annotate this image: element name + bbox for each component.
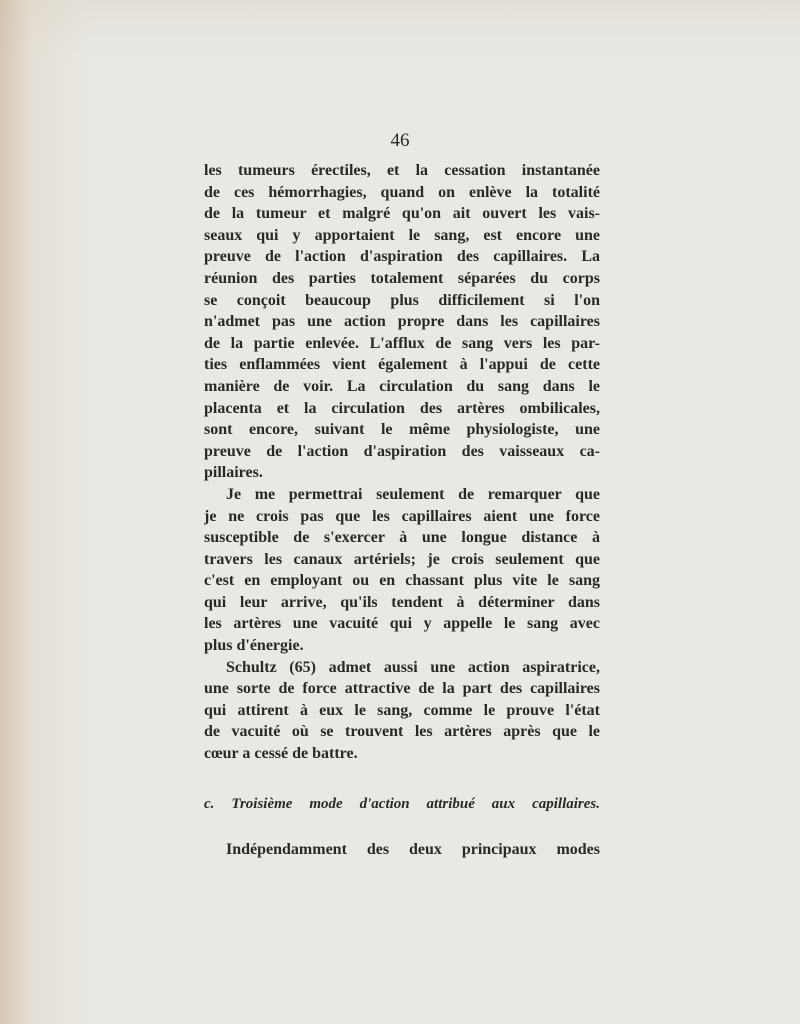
text-line: Je me permettrai seulement de remarquer que [226,485,600,503]
section-heading: c. Troisième mode d'action attribué aux capillaires. [204,796,600,812]
text-line: de ces hémorrhagies, quand on enlève la totalité [204,183,600,201]
body-text [204,160,600,765]
text-line: qui leur arrive, qu'ils tendent à déterminer dans [204,593,600,611]
text-line: qui attirent à eux le sang, comme le prouve l'état [204,701,600,719]
text-line: de la partie enlevée. L'afflux de sang vers les par- [204,334,600,352]
text-line: je ne crois pas que les capillaires aient une force [204,507,600,525]
text-line: travers les canaux artériels; je crois seulement que [204,550,600,568]
text-line: n'admet pas une action propre dans les capillaires [204,313,600,331]
text-line: de la tumeur et malgré qu'on ait ouvert les vais- [204,205,600,223]
text-line: les artères une vacuité qui y appelle le sang avec [204,615,600,633]
text-line: les tumeurs érectiles, et la cessation instantanée [204,162,600,179]
text-line: pillaires. [204,464,263,482]
text-line: seaux qui y apportaient le sang, est encore une [204,226,600,244]
text-line: ties enflammées vient également à l'appui de cette [204,356,600,374]
text-line: preuve de l'action d'aspiration des capillaires. La [204,248,600,266]
text-line: une sorte de force attractive de la part des capillaires [204,680,600,698]
text-line: manière de voir. La circulation du sang dans le [204,377,600,395]
text-line: preuve de l'action d'aspiration des vaisseaux ca- [204,442,600,460]
text-line: de vacuité où se trouvent les artères après que le [204,723,600,741]
text-line: sont encore, suivant le même physiologiste, une [204,421,600,439]
text-line: susceptible de s'exercer à une longue distance à [204,529,600,547]
page-number: 46 [390,130,410,151]
text-line: c'est en employant ou en chassant plus vite le sang [204,572,600,590]
text-line: cœur a cessé de battre. [204,745,358,763]
text-line: Schultz (65) admet aussi une action aspiratrice, [226,658,600,676]
text-line: placenta et la circulation des artères ombilicales, [204,399,600,417]
text-line: se conçoit beaucoup plus difficilement si l'on [204,291,600,309]
text-line: Indépendamment des deux principaux modes [226,841,600,858]
text-line: réunion des parties totalement séparées du corps [204,269,600,287]
text-line: plus d'énergie. [204,637,304,655]
